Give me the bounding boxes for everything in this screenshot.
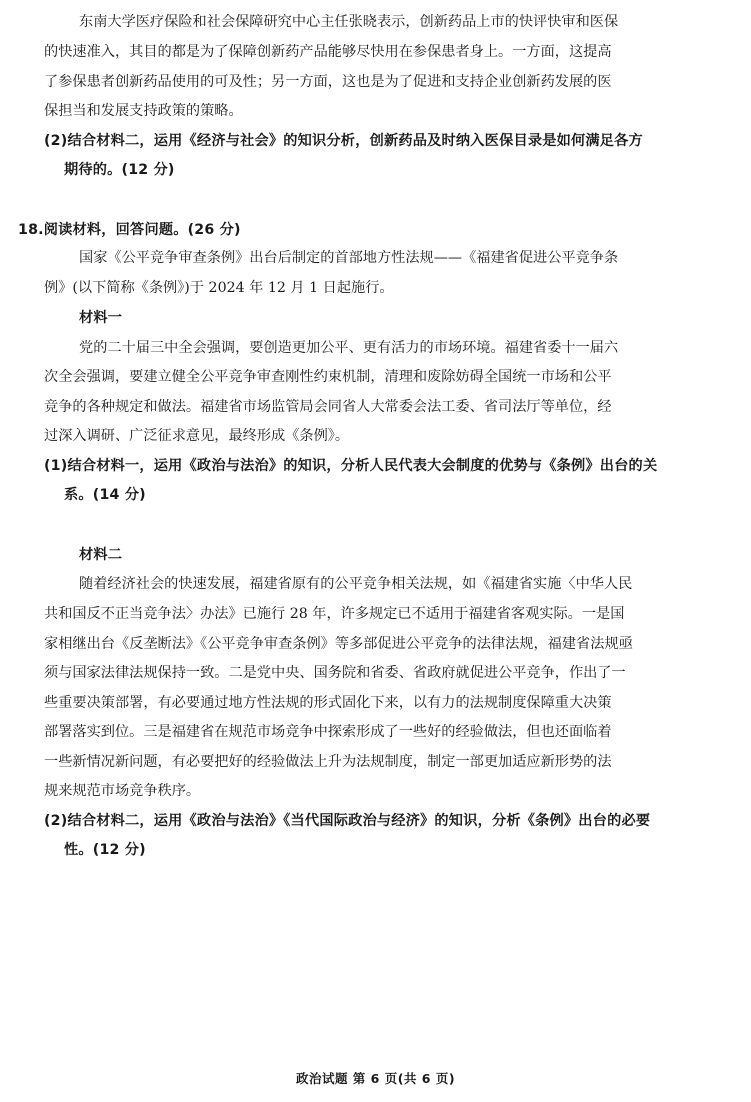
material-text-line: 了参保患者创新药品使用的可及性；另一方面，这也是为了促进和支持企业创新药发展的医	[44, 74, 612, 90]
question-18-1: (1)结合材料一，运用《政治与法治》的知识，分析人民代表大会制度的优势与《条例》出台的关	[44, 458, 658, 474]
material-one-line: 过深入调研、广泛征求意见，最终形成《条例》。	[44, 428, 350, 444]
material-two-line: 随着经济社会的快速发展，福建省原有的公平竞争相关法规，如《福建省实施〈中华人民	[79, 576, 633, 592]
material-two-title: 材料二	[79, 547, 123, 563]
material-two-line: 些重要决策部署，有必要通过地方性法规的形式固化下来，以有力的法规制度保障重大决策	[44, 695, 612, 711]
page-footer: 政治试题 第 6 页(共 6 页)	[295, 1071, 456, 1086]
material-two-line: 部署落实到位。三是福建省在规范市场竞争中探索形成了一些好的经验做法，但也还面临着	[44, 724, 612, 740]
material-two-line: 规来规范市场竞争秩序。	[44, 783, 201, 799]
question-18-1-cont: 系。(14 分)	[64, 487, 146, 503]
material-text-line: 的快速准入，其目的都是为了保障创新药产品能够尽快用在参保患者身上。一方面，这提高	[44, 44, 612, 60]
material-text-line: 东南大学医疗保险和社会保障研究中心主任张晓表示，创新药品上市的快评快审和医保	[79, 14, 619, 30]
question-17-2-cont: 期待的。(12 分)	[64, 162, 175, 178]
material-two-line: 须与国家法律法规保持一致。二是党中央、国务院和省委、省政府就促进公平竞争，作出了一	[44, 665, 626, 681]
material-one-line: 竞争的各种规定和做法。福建省市场监管局会同省人大常委会法工委、省司法厅等单位，经	[44, 399, 612, 415]
material-one-line: 党的二十届三中全会强调，要创造更加公平、更有活力的市场环境。福建省委十一届六	[79, 340, 619, 356]
material-two-line: 家相继出台《反垄断法》《公平竞争审查条例》等多部促进公平竞争的法律法规，福建省法规亟	[44, 636, 633, 652]
material-text-line: 保担当和发展支持政策的策略。	[44, 103, 243, 119]
question-17-2: (2)结合材料二，运用《经济与社会》的知识分析，创新药品及时纳入医保目录是如何满足各方	[44, 133, 643, 149]
material-one-line: 次全会强调，要建立健全公平竞争审查刚性约束机制，清理和废除妨碍全国统一市场和公平	[44, 369, 612, 385]
question-18-2: (2)结合材料二，运用《政治与法治》《当代国际政治与经济》的知识，分析《条例》出台的必要	[44, 813, 651, 829]
material-two-line: 共和国反不正当竞争法〉办法》已施行 28 年，许多规定已不适用于福建省客观实际。一是国	[44, 606, 625, 622]
material-one-title: 材料一	[79, 310, 123, 326]
question-18-heading: 18.阅读材料，回答问题。(26 分)	[18, 222, 241, 238]
question-18-2-cont: 性。(12 分)	[64, 842, 146, 858]
material-two-line: 一些新情况新问题，有必要把好的经验做法上升为法规制度，制定一部更加适应新形势的法	[44, 754, 612, 770]
q18-intro-line: 例》(以下简称《条例》)于 2024 年 12 月 1 日起施行。	[44, 280, 394, 296]
q18-intro-line: 国家《公平竞争审查条例》出台后制定的首部地方性法规——《福建省促进公平竞争条	[79, 250, 619, 266]
